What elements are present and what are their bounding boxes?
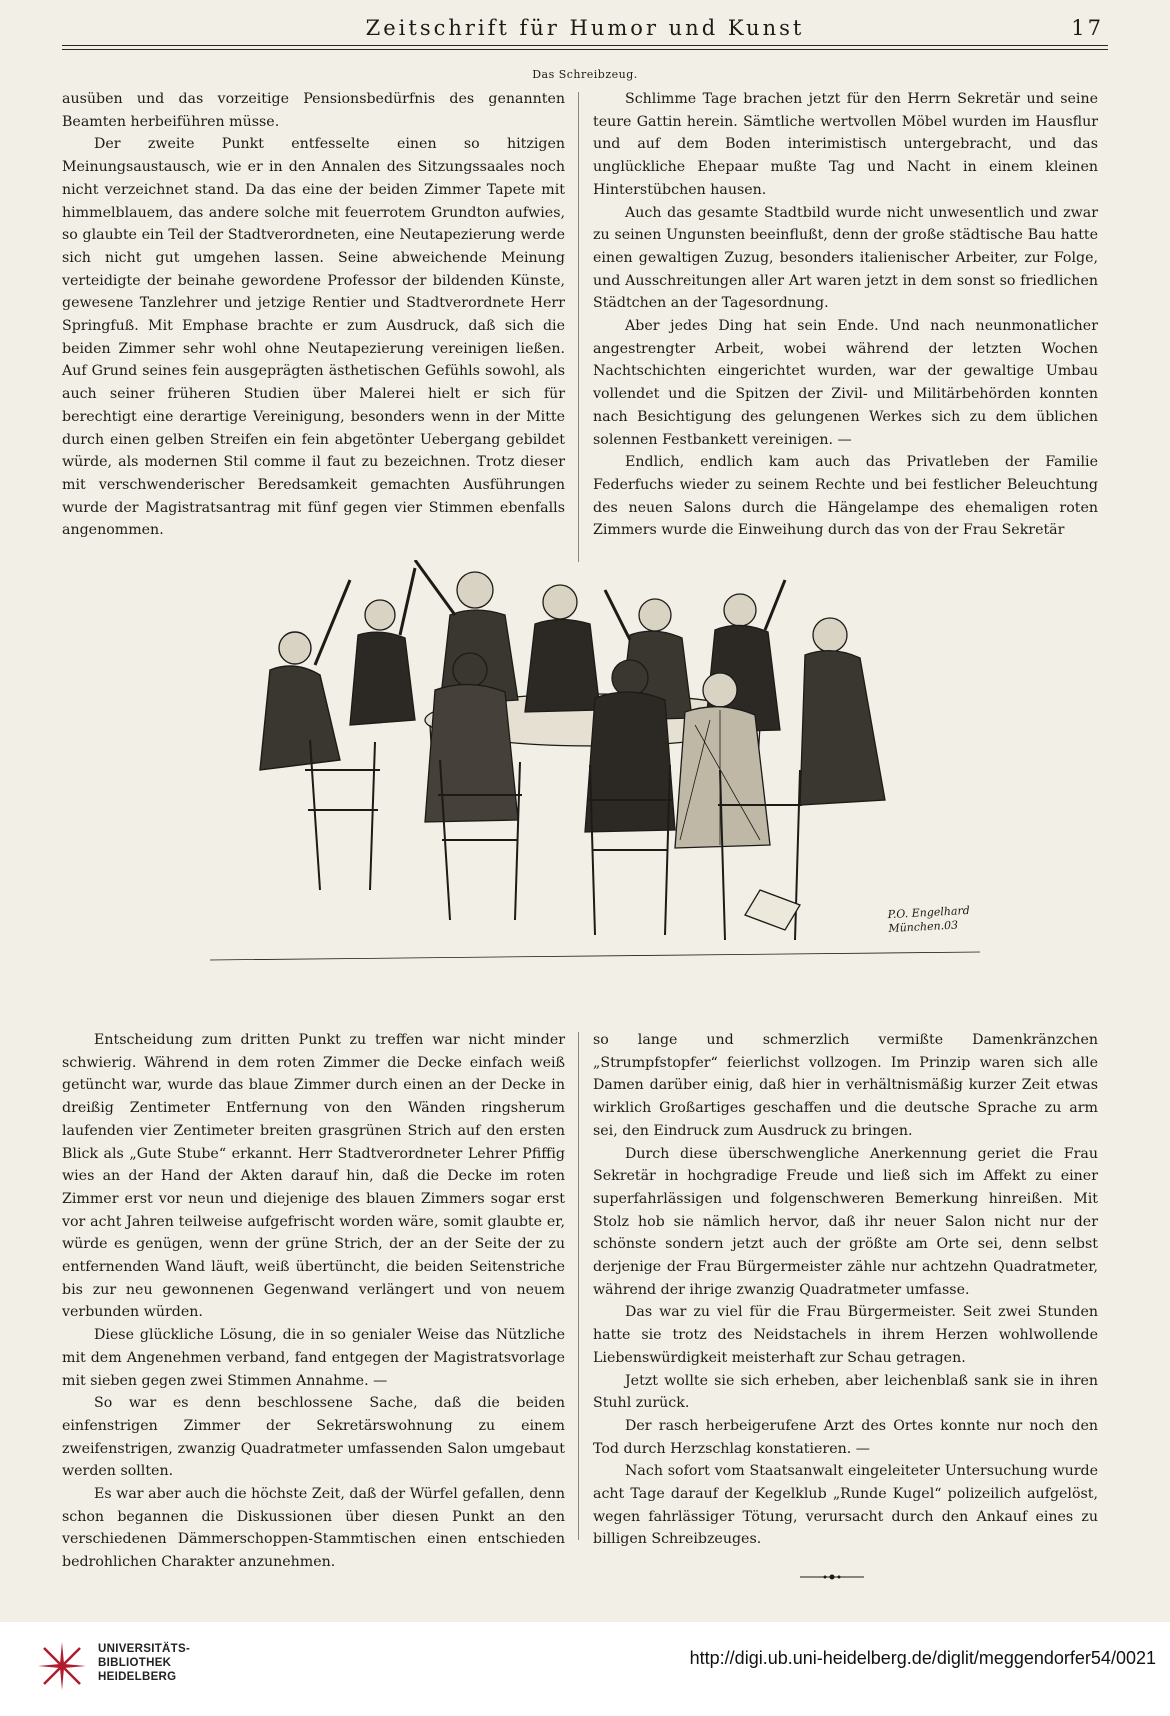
column-divider — [578, 1032, 579, 1540]
page-number: 17 — [1071, 16, 1104, 40]
end-ornament — [800, 1572, 864, 1582]
column-top-right — [593, 88, 1098, 542]
figure — [800, 618, 885, 805]
library-footer — [0, 1622, 1170, 1716]
illustration-caption: Das Schreibzeug. — [532, 68, 638, 81]
paragraph: Diese glückliche Lösung, die in so genialer Weise das Nützliche mit dem Angenehmen verband, fand entgegen der Magistratsvorlage mit sieben gegen zwei Stimmen Annahme. — — [62, 1327, 565, 1389]
paragraph: Entscheidung zum dritten Punkt zu treffen war nicht minder schwierig. Während in dem roten Zimmer die Decke einfach weiß getüncht war, wurde das blaue Zimmer durch einen an der Decke in dreißig Zentimeter Entfernung von den Wänden ringsherum laufenden vier Zentimeter breiten grasgrünen Strich auf den ersten Blick als „Gute Stube“ erkannt. Herr Stadtverordneter Lehrer Pfiffig wies an der Hand der Akten darauf hin, daß die Decke im roten Zimmer erst vor neun und diejenige des blauen Zimmers sogar erst vor acht Jahren teilweise aufgefrischt worden wäre, somit glaubte er, würde es genügen, wenn der grüne Strich, der an der Seite der zu entfernenden Wand läuft, weiß übertüncht, die beiden Seitenstriche bis zur neu gewonnenen Gegenwand verlängert und von neuem verbunden würden. — [62, 1032, 565, 1321]
column-bottom-right — [593, 1029, 1098, 1551]
paragraph: so lange und schmerzlich vermißte Damenkränzchen „Strumpfstopfer“ feierlichst vollzogen. Im Prinzip waren sich alle Damen darüber einig, daß hier in verhältnismäßig kurzer Zeit etwas wirklich Großartiges geschaffen und die deutsche Sprache zu arm sei, den Eindruck zum Ausdruck zu bringen. — [593, 1032, 1098, 1139]
header-rule — [62, 45, 1108, 46]
paragraph: Das war zu viel für die Frau Bürgermeister. Seit zwei Stunden hatte sie trotz des Neidstachels in ihrem Herzen wohlwollende Liebenswürdigkeit meisterhaft zur Schau getragen. — [593, 1304, 1098, 1366]
paragraph: Auch das gesamte Stadtbild wurde nicht unwesentlich und zwar zu seinen Ungunsten beeinflußt, denn der große städtische Bau hatte einen gewaltigen Zuzug, besonders italienischer Arbeiter, zur Folge, und Ausschreitungen aller Art waren jetzt in dem sonst so friedlichen Städtchen an der Tagesordnung. — [593, 204, 1098, 312]
university-seal-icon — [34, 1638, 90, 1694]
library-name: UNIVERSITÄTS- BIBLIOTHEK HEIDELBERG — [98, 1643, 191, 1683]
paragraph: Der rasch herbeigerufene Arzt des Ortes konnte nur noch den Tod durch Herzschlag konstatieren. — — [593, 1417, 1098, 1457]
paragraph: Jetzt wollte sie sich erheben, aber leichenblaß sank sie in ihren Stuhl zurück. — [593, 1372, 1098, 1412]
paragraph: Aber jedes Ding hat sein Ende. Und nach neunmonatlicher angestrengter Arbeit, wobei während der letzten Wochen Nachtschichten eingerichtet wurden, war der gewaltige Umbau vollendet und die Spitzen der Zivil- und Militärbehörden konnten nach Besichtigung des gelungenen Werkes sich zu dem üblichen solennen Festbankett vereinigen. — — [593, 318, 1098, 448]
paragraph: Es war aber auch die höchste Zeit, daß der Würfel gefallen, denn schon begannen die Diskussionen über diesen Punkt an den verschiedenen Dämmerschoppen-Stammtischen einen entschieden bedrohlichen Charakter anzunehmen. — [62, 1486, 565, 1571]
paragraph: So war es denn beschlossene Sache, daß die beiden einfenstrigen Zimmer der Sekretärswohnung zu einem zweifenstrigen, zwanzig Quadratmeter umfassenden Salon umgebaut werden sollten. — [62, 1395, 565, 1480]
paragraph: Der zweite Punkt entfesselte einen so hitzigen Meinungsaustausch, wie er in den Annalen des Sitzungssaales noch nicht verzeichnet stand. Da das eine der beiden Zimmer Tapete mit himmelblauem, das andere solche mit feuerrotem Grundton aufwies, so glaubte ein Teil der Stadtverordneten, eine Neutapezierung werde sich nicht gut umgehen lassen. Seine abweichende Meinung verteidigte der beinahe gewordene Professor der bildenden Künste, gewesene Tanzlehrer und jetzige Rentier und Stadtverordnete Herr Springfuß. Mit Emphase brachte er zum Ausdruck, daß sich die beiden Zimmer sehr wohl ohne Neutapezierung vereinigen ließen. Auf Grund seines fein ausgeprägten ästhetischen Gefühls sowohl, als auch seiner früheren Studien über Malerei hielt er sich für berechtigt eine derartige Vereinigung, besonders wenn in der Mitte durch einen gelben Streifen ein fein abgetönter Uebergang gebildet würde, als modernen Stil comme il faut zu bezeichnen. Trotz dieser mit verschwenderischer Beredsamkeit gemachten Ausführungen wurde der Magistratsantrag mit fünf gegen vier Stimmen ebenfalls angenommen. — [62, 136, 565, 539]
paragraph: Endlich, endlich kam auch das Privatleben der Familie Federfuchs wieder zu seinem Rechte und bei festlicher Beleuchtung des neuen Salons durch die Hängelampe des ehemaligen roten Zimmers wurde die Einweihung durch das von der Frau Sekretär — [593, 454, 1098, 539]
figure — [525, 585, 600, 712]
page-header — [62, 12, 1108, 46]
paragraph: Durch diese überschwengliche Anerkennung geriet die Frau Sekretär in hochgradige Freude und ließ sich im Affekt zu einer superfahrlässigen und folgenschweren Bemerkung hinreißen. Mit Stolz hob sie nämlich hervor, daß ihr neuer Salon nicht nur der schönste sondern jetzt auch der größte am Orte sei, denn selbst derjenige der Frau Bürgermeister zähle nur achtzehn Quadratmeter, während der ihrige zwanzig Quadratmeter umfasse. — [593, 1145, 1098, 1298]
column-bottom-left — [62, 1029, 565, 1574]
illustration-meeting-table — [200, 560, 990, 1008]
artist-signature: P.O. Engelhard München.03 — [887, 903, 971, 936]
header-rule — [62, 49, 1108, 50]
paragraph: Schlimme Tage brachen jetzt für den Herrn Sekretär und seine teure Gattin herein. Sämtliche wertvollen Möbel wurden im Hausflur und auf dem Boden interimistisch untergebracht, und das unglückliche Ehepaar mußte Tag und Nacht in einem kleinen Hinterstübchen hausen. — [593, 91, 1098, 198]
figure — [350, 568, 415, 725]
column-top-left — [62, 88, 565, 542]
source-url-link[interactable]: http://digi.ub.uni-heidelberg.de/diglit/meggendorfer54/0021 — [689, 1648, 1156, 1668]
column-divider — [578, 92, 579, 562]
journal-title: Zeitschrift für Humor und Kunst — [365, 16, 805, 40]
paragraph: Nach sofort vom Staatsanwalt eingeleiteter Untersuchung wurde acht Tage darauf der Kegelklub „Runde Kugel“ polizeilich aufgelöst, wegen fahrlässiger Tötung, verursacht durch den Ankauf eines zu billigen Schreibzeuges. — [593, 1463, 1098, 1548]
paragraph: ausüben und das vorzeitige Pensionsbedürfnis des genannten Beamten herbeiführen müsse. — [62, 91, 565, 130]
figure — [260, 580, 350, 770]
